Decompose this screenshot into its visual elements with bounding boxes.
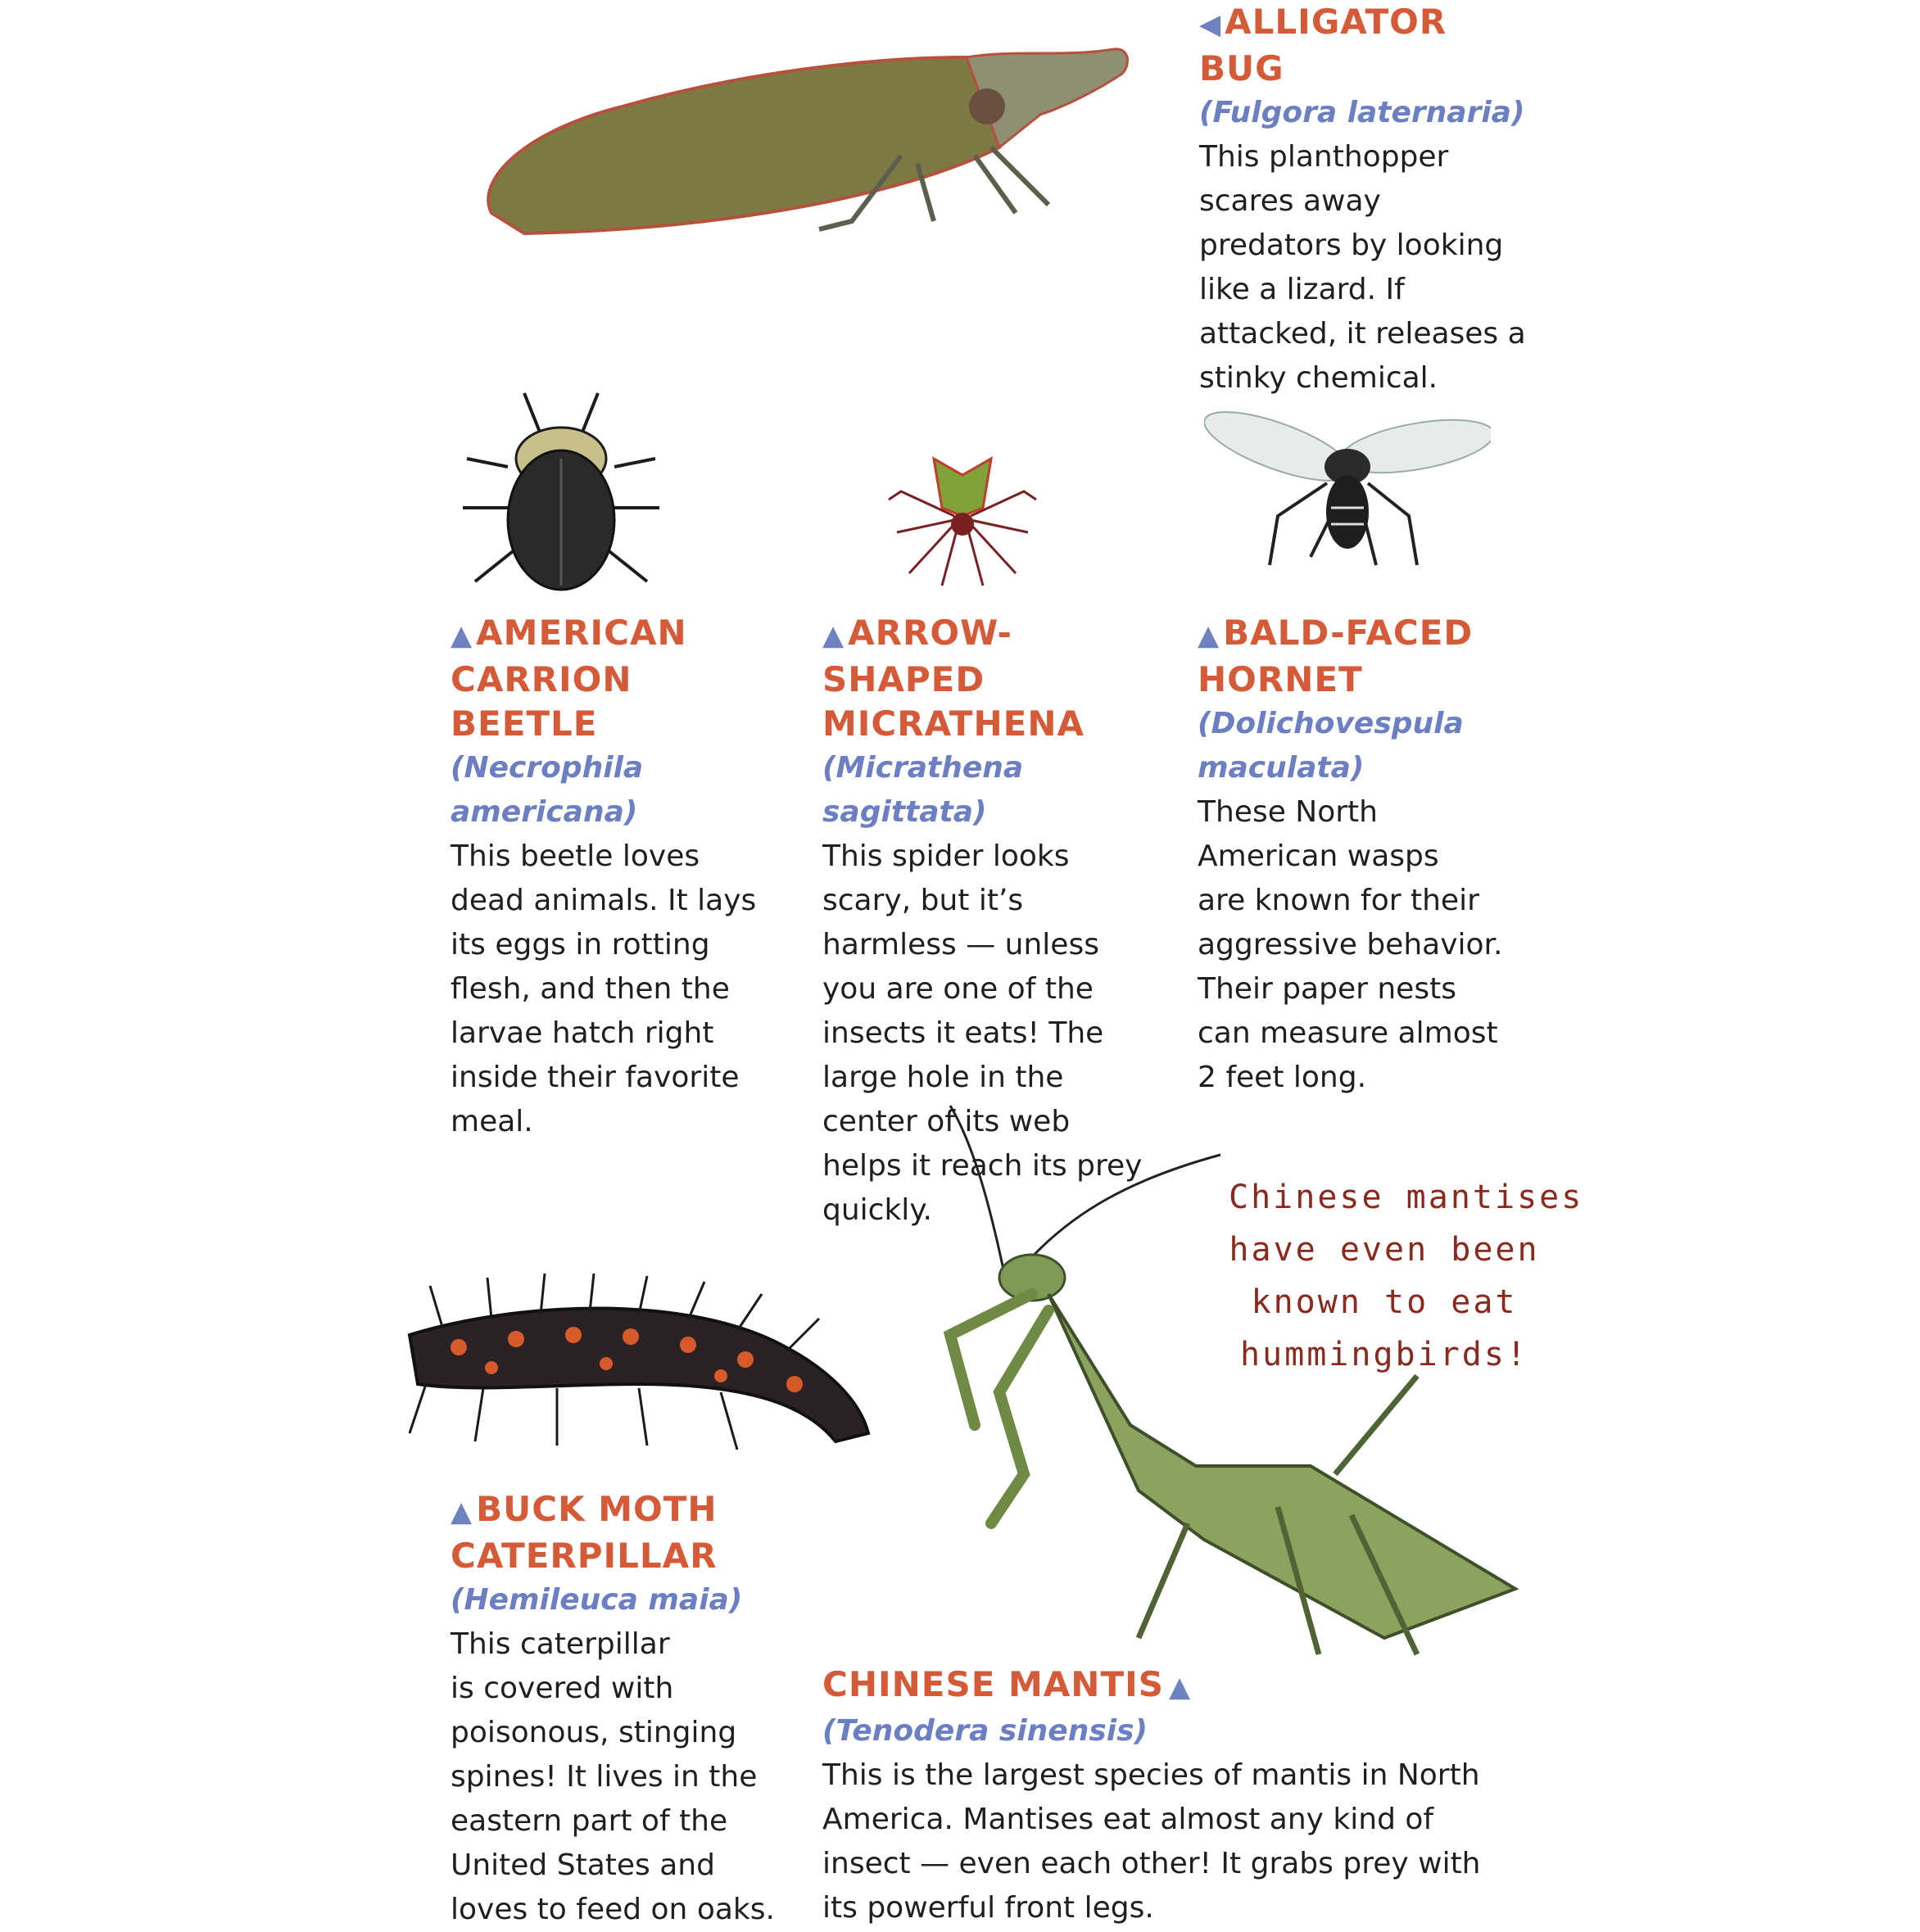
pointer-left-icon: ◀ xyxy=(1199,8,1222,41)
entry-description: This spider looks scary, but it’s harmless — unless you are one of the insects it eats! The large hole in the center of its web helps it reach its prey quickly. xyxy=(822,839,1143,1227)
entry-bald-faced-hornet xyxy=(1198,611,1542,1100)
entry-description: This caterpillar is covered with poisonous, stinging spines! It lives in the eastern part of the United States and loves to feed on oaks. xyxy=(451,1627,775,1926)
alligator-bug-illustration xyxy=(475,33,1147,262)
entry-chinese-mantis xyxy=(822,1663,1560,1930)
entry-title: ▲ARROW- SHAPED MICRATHENA xyxy=(822,613,1085,744)
entry-title: CHINESE MANTIS ▲ xyxy=(822,1664,1192,1704)
entry-description: This beetle loves dead animals. It lays its eggs in rotting flesh, and then the larvae hatch right inside their favorite meal. xyxy=(451,839,757,1138)
pointer-up-icon: ▲ xyxy=(451,1495,473,1528)
pointer-up-icon: ▲ xyxy=(822,619,845,652)
entry-description: This planthopper scares away predators by looking like a lizard. If attacked, it releases a stinky chemical. xyxy=(1199,140,1526,395)
scientific-name: (Fulgora laternaria) xyxy=(1199,96,1525,129)
entry-description: This is the largest species of mantis in North America. Mantises eat almost any kind of insect — even each other! It grabs prey with its powerful front legs. xyxy=(822,1758,1481,1925)
entry-title: ▲BALD-FACED HORNET xyxy=(1198,613,1474,699)
scientific-name: (Tenodera sinensis) xyxy=(822,1714,1148,1748)
pointer-up-icon: ▲ xyxy=(451,619,473,652)
entry-buck-moth-caterpillar xyxy=(451,1487,811,1932)
buck-moth-caterpillar-illustration xyxy=(393,1269,893,1482)
micrathena-spider-illustration xyxy=(885,442,1040,590)
scientific-name: (Micrathena sagittata) xyxy=(822,751,1024,829)
entry-description: These North American wasps are known for their aggressive behavior. Their paper nests can measure almost 2 feet long. xyxy=(1198,795,1503,1094)
scientific-name: (Necrophila americana) xyxy=(451,751,644,829)
entry-title: ▲BUCK MOTH CATERPILLAR xyxy=(451,1489,718,1576)
entry-alligator-bug xyxy=(1199,0,1543,400)
pointer-up-icon: ▲ xyxy=(1198,619,1220,652)
scientific-name: (Hemileuca maia) xyxy=(451,1583,743,1617)
entry-title: ▲AMERICAN CARRION BEETLE xyxy=(451,613,687,744)
scientific-name: (Dolichovespula maculata) xyxy=(1198,707,1464,785)
hornet-illustration xyxy=(1204,409,1491,573)
entry-arrow-shaped-micrathena xyxy=(822,611,1183,1233)
entry-american-carrion-beetle xyxy=(451,611,795,1144)
handwritten-callout: Chinese mantises have even been known to eat hummingbirds! xyxy=(1229,1179,1584,1373)
carrion-beetle-illustration xyxy=(459,385,672,598)
entry-title: ◀ALLIGATOR BUG xyxy=(1199,2,1447,88)
pointer-up-icon: ▲ xyxy=(1168,1671,1192,1704)
